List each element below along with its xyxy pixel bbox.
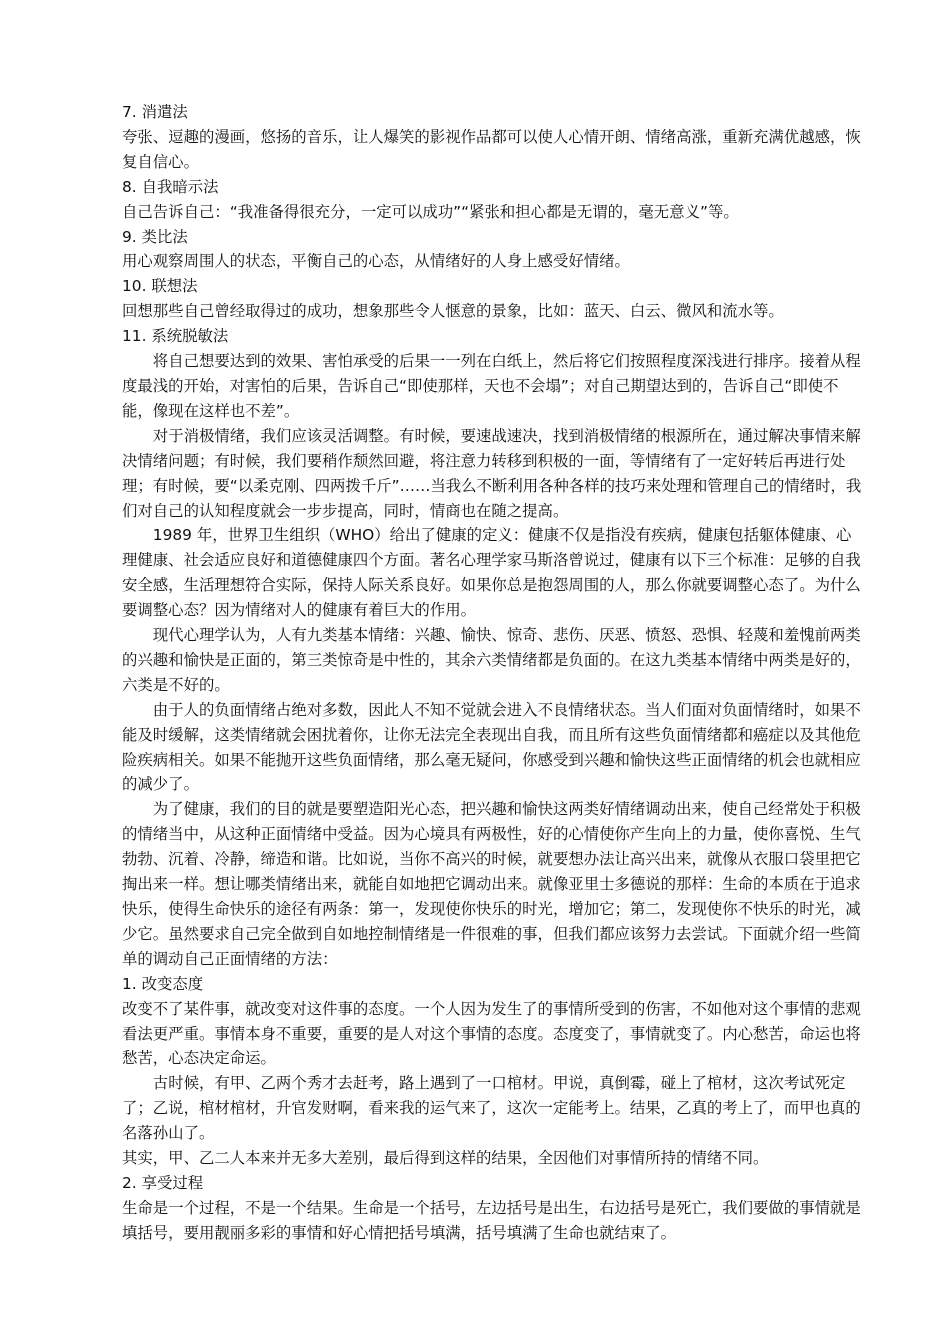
body-paragraph: 古时候，有甲、乙两个秀才去赶考，路上遇到了一口棺材。甲说，真倒霉，碰上了棺材，这次考试死定了；乙说，棺材棺材，升官发财啊，看来我的运气来了，这次一定能考上。结果，乙真的考上了，而甲也真的名落孙山了。 — [122, 1074, 861, 1143]
body-paragraph: 改变不了某件事，就改变对这件事的态度。一个人因为发生了的事情所受到的伤害，不如他对这个事情的悲观看法更严重。事情本身不重要，重要的是人对这个事情的态度。态度变了，事情就变了。内心愁苦，命运也将愁苦，心态决定命运。 — [122, 999, 861, 1068]
body-paragraph: 用心观察周围人的状态，平衡自己的心态，从情绪好的人身上感受好情绪。 — [122, 252, 630, 271]
paragraph-block — [122, 100, 864, 1246]
body-paragraph: 由于人的负面情绪占绝对多数，因此人不知不觉就会进入不良情绪状态。当人们面对负面情绪时，如果不能及时缓解，这类情绪就会困扰着你，让你无法完全表现出自我，而且所有这些负面情绪都和癌症以及其他危险疾病相关。如果不能抛开这些负面情绪，那么毫无疑问，你感受到兴趣和愉快这些正面情绪的机会也就相应的减少了。 — [122, 700, 861, 794]
body-paragraph: 将自己想要达到的效果、害怕承受的后果一一列在白纸上，然后将它们按照程度深浅进行排序。接着从程度最浅的开始，对害怕的后果，告诉自己“即使那样，天也不会塌”；对自己期望达到的，告诉自己“即使不能，像现在这样也不差”。 — [122, 352, 861, 420]
section-heading: 1. 改变态度 — [122, 974, 204, 993]
section-heading: 2. 享受过程 — [122, 1173, 204, 1192]
section-heading: 8. 自我暗示法 — [122, 177, 219, 196]
section-heading: 11. 系统脱敏法 — [122, 327, 229, 346]
body-paragraph: 夸张、逗趣的漫画，悠扬的音乐，让人爆笑的影视作品都可以使人心情开朗、情绪高涨，重新充满优越感，恢复自信心。 — [122, 127, 861, 171]
body-paragraph: 为了健康，我们的目的就是要塑造阳光心态，把兴趣和愉快这两类好情绪调动出来，使自己经常处于积极的情绪当中，从这种正面情绪中受益。因为心境具有两极性，好的心情使你产生向上的力量，使你喜悦、生气勃勃、沉着、冷静，缔造和谐。比如说，当你不高兴的时候，就要想办法让高兴出来，就像从衣服口袋里把它掏出来一样。想让哪类情绪出来，就能自如地把它调动出来。就像亚里士多德说的那样：生命的本质在于追求快乐，使得生命快乐的途径有两条：第一，发现使你快乐的时光，增加它；第二，发现使你不快乐的时光，减少它。虽然要求自己完全做到自如地控制情绪是一件很难的事，但我们都应该努力去尝试。下面就介绍一些简单的调动自己正面情绪的方法： — [122, 800, 861, 968]
section-heading: 10. 联想法 — [122, 277, 198, 296]
body-paragraph: 生命是一个过程，不是一个结果。生命是一个括号，左边括号是出生，右边括号是死亡，我们要做的事情就是填括号，要用靓丽多彩的事情和好心情把括号填满，括号填满了生命也就结束了。 — [122, 1198, 861, 1242]
section-heading: 7. 消遣法 — [122, 103, 188, 121]
body-paragraph: 其实，甲、乙二人本来并无多大差别，最后得到这样的结果，全因他们对事情所持的情绪不同。 — [122, 1149, 769, 1168]
body-paragraph: 1989 年，世界卫生组织（WHO）给出了健康的定义：健康不仅是指没有疾病，健康包括躯体健康、心理健康、社会适应良好和道德健康四个方面。著名心理学家马斯洛曾说过，健康有以下三个标准：足够的自我安全感，生活理想符合实际，保持人际关系良好。如果你总是抱怨周围的人，那么你就要调整心态了。为什么要调整心态？因为情绪对人的健康有着巨大的作用。 — [122, 526, 861, 620]
body-paragraph: 自己告诉自己：“我准备得很充分，一定可以成功”“紧张和担心都是无谓的，毫无意义”等。 — [122, 202, 739, 221]
body-paragraph: 现代心理学认为，人有九类基本情绪：兴趣、愉快、惊奇、悲伤、厌恶、愤怒、恐惧、轻蔑和羞愧前两类的兴趣和愉快是正面的，第三类惊奇是中性的，其余六类情绪都是负面的。在这九类基本情绪中两类是好的，六类是不好的。 — [122, 626, 861, 694]
section-heading: 9. 类比法 — [122, 227, 188, 246]
body-paragraph: 回想那些自己曾经取得过的成功，想象那些令人惬意的景象，比如：蓝天、白云、微风和流水等。 — [122, 302, 784, 321]
document-body — [122, 100, 864, 1246]
body-paragraph: 对于消极情绪，我们应该灵活调整。有时候，要速战速决，找到消极情绪的根源所在，通过解决事情来解决情绪问题；有时候，我们要稍作颓然回避，将注意力转移到积极的一面，等情绪有了一定好转后再进行处理；有时候，要“以柔克刚、四两拨千斤”……当我么不断利用各种各样的技巧来处理和管理自己的情绪时，我们对自己的认知程度就会一步步提高，同时，情商也在随之提高。 — [122, 426, 862, 520]
